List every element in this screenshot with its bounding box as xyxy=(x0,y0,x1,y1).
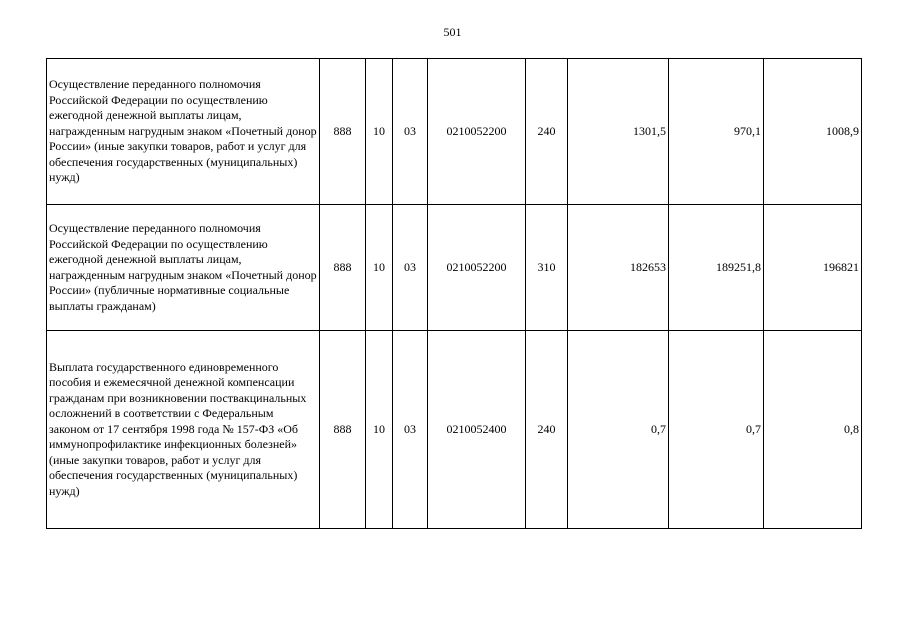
subsection-cell: 03 xyxy=(393,331,428,529)
amount-cell-3: 1008,9 xyxy=(764,59,862,205)
row-description: Осуществление переданного полномочия Российской Федерации по осуществлению ежегодной денежной выплаты лицам, награжденным нагрудным знаком «Почетный донор России» (иные закупки товаров, работ и услуг для обеспечения государственных (муниципальных) нужд) xyxy=(47,59,320,205)
amount-cell-1: 1301,5 xyxy=(568,59,669,205)
amount-cell-3: 0,8 xyxy=(764,331,862,529)
ministry-code-cell: 888 xyxy=(320,331,366,529)
budget-table xyxy=(46,58,862,529)
amount-cell-3: 196821 xyxy=(764,205,862,331)
amount-cell-1: 0,7 xyxy=(568,331,669,529)
expense-type-cell: 240 xyxy=(526,331,568,529)
ministry-code-cell: 888 xyxy=(320,59,366,205)
amount-cell-2: 0,7 xyxy=(669,331,764,529)
table-row xyxy=(47,59,862,205)
expense-type-cell: 240 xyxy=(526,59,568,205)
row-description: Выплата государственного единовременного пособия и ежемесячной денежной компенсации гражданам при возникновении поствакцинальных осложнений в соответствии с Федеральным законом от 17 сентября 1998 года № 157-ФЗ «Об иммунопрофилактике инфекционных болезней» (иные закупки товаров, работ и услуг для обеспечения государственных (муниципальных) нужд) xyxy=(47,331,320,529)
target-article-cell: 0210052200 xyxy=(428,205,526,331)
subsection-cell: 03 xyxy=(393,59,428,205)
row-description: Осуществление переданного полномочия Российской Федерации по осуществлению ежегодной денежной выплаты лицам, награжденным нагрудным знаком «Почетный донор России» (публичные нормативные социальные выплаты гражданам) xyxy=(47,205,320,331)
section-cell: 10 xyxy=(366,59,393,205)
section-cell: 10 xyxy=(366,205,393,331)
amount-cell-2: 970,1 xyxy=(669,59,764,205)
expense-type-cell: 310 xyxy=(526,205,568,331)
target-article-cell: 0210052400 xyxy=(428,331,526,529)
table-row xyxy=(47,331,862,529)
ministry-code-cell: 888 xyxy=(320,205,366,331)
amount-cell-1: 182653 xyxy=(568,205,669,331)
page-number: 501 xyxy=(443,25,462,39)
section-cell: 10 xyxy=(366,331,393,529)
subsection-cell: 03 xyxy=(393,205,428,331)
table-row xyxy=(47,205,862,331)
amount-cell-2: 189251,8 xyxy=(669,205,764,331)
target-article-cell: 0210052200 xyxy=(428,59,526,205)
